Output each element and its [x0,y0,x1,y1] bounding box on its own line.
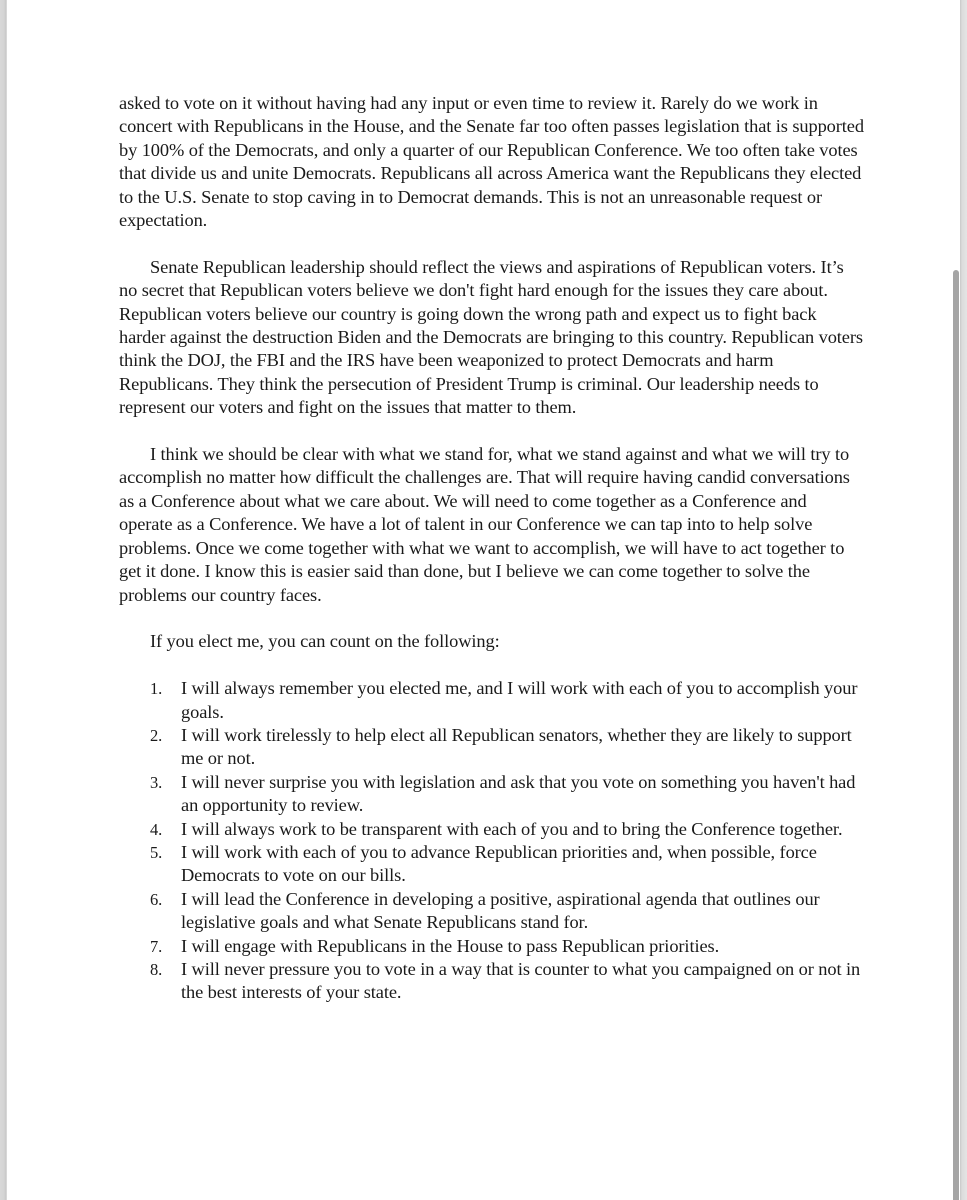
list-item [119,771,864,818]
list-item [119,841,864,888]
list-number: 4. [150,819,163,839]
list-number: 2. [150,725,163,745]
list-item-text: I will always work to be transparent with each of you and to bring the Conference together. [181,818,843,839]
list-item-text: I will engage with Republicans in the House to pass Republican priorities. [181,935,720,956]
list-number: 7. [150,936,163,956]
list-item-text: I will never pressure you to vote in a way that is counter to what you campaigned on or not in the best interests of your state. [181,958,861,1003]
paragraph-1: asked to vote on it without having had any input or even time to review it. Rarely do we work in concert with Republicans in the House, and the Senate far too often passes legislation that is supported by 100% of the Democrats, and only a quarter of our Republican Conference. We too often take votes that divide us and unite Democrats. Republicans all across America want the Republicans they elected to the U.S. Senate to stop caving in to Democrat demands. This is not an unreasonable request or expectation. [119,93,864,231]
list-item-text: I will never surprise you with legislation and ask that you vote on something you haven't had an opportunity to review. [181,771,856,816]
list-item [119,818,864,841]
page-content [119,92,864,1005]
list-number: 6. [150,889,163,909]
list-item [119,888,864,935]
paragraph-3: I think we should be clear with what we stand for, what we stand against and what we will try to accomplish no matter how difficult the challenges are. That will require having candid conversations as a Conference about what we care about. We will need to come together as a Conference and operate as a Conference. We have a lot of talent in our Conference we can tap into to help solve problems. Once we come together with what we want to accomplish, we will have to act together to get it done. I know this is easier said than done, but I believe we can come together to solve the problems our country faces. [119,444,850,605]
page-left-edge [0,0,7,1200]
list-item-text: I will work with each of you to advance Republican priorities and, when possible, force Democrats to vote on our bills. [181,841,817,886]
list-item [119,958,864,1005]
list-item-text: I will work tirelessly to help elect all Republican senators, whether they are likely to support me or not. [181,724,852,769]
page-right-edge [960,0,967,1200]
list-item [119,724,864,771]
list-intro: If you elect me, you can count on the following: [150,631,500,652]
pledge-list [119,677,864,1005]
document-page [7,0,960,1200]
list-item-text: I will lead the Conference in developing a positive, aspirational agenda that outlines our legislative goals and what Senate Republicans stand for. [181,888,820,933]
list-item-text: I will always remember you elected me, and I will work with each of you to accomplish your goals. [181,678,858,722]
vertical-scrollbar-thumb[interactable] [953,270,959,1200]
list-item [119,935,864,958]
list-number: 3. [150,772,163,792]
list-number: 8. [150,959,163,979]
list-item [119,677,864,724]
list-number: 1. [150,679,163,699]
list-number: 5. [150,842,163,862]
paragraph-2: Senate Republican leadership should reflect the views and aspirations of Republican voters. It’s no secret that Republican voters believe we don't fight hard enough for the issues they care about. Republican voters believe our country is going down the wrong path and expect us to fight back harder against the destruction Biden and the Democrats are bringing to this country. Republican voters think the DOJ, the FBI and the IRS have been weaponized to protect Democrats and harm Republicans. They think the persecution of President Trump is criminal. Our leadership needs to represent our voters and fight on the issues that matter to them. [119,256,863,418]
